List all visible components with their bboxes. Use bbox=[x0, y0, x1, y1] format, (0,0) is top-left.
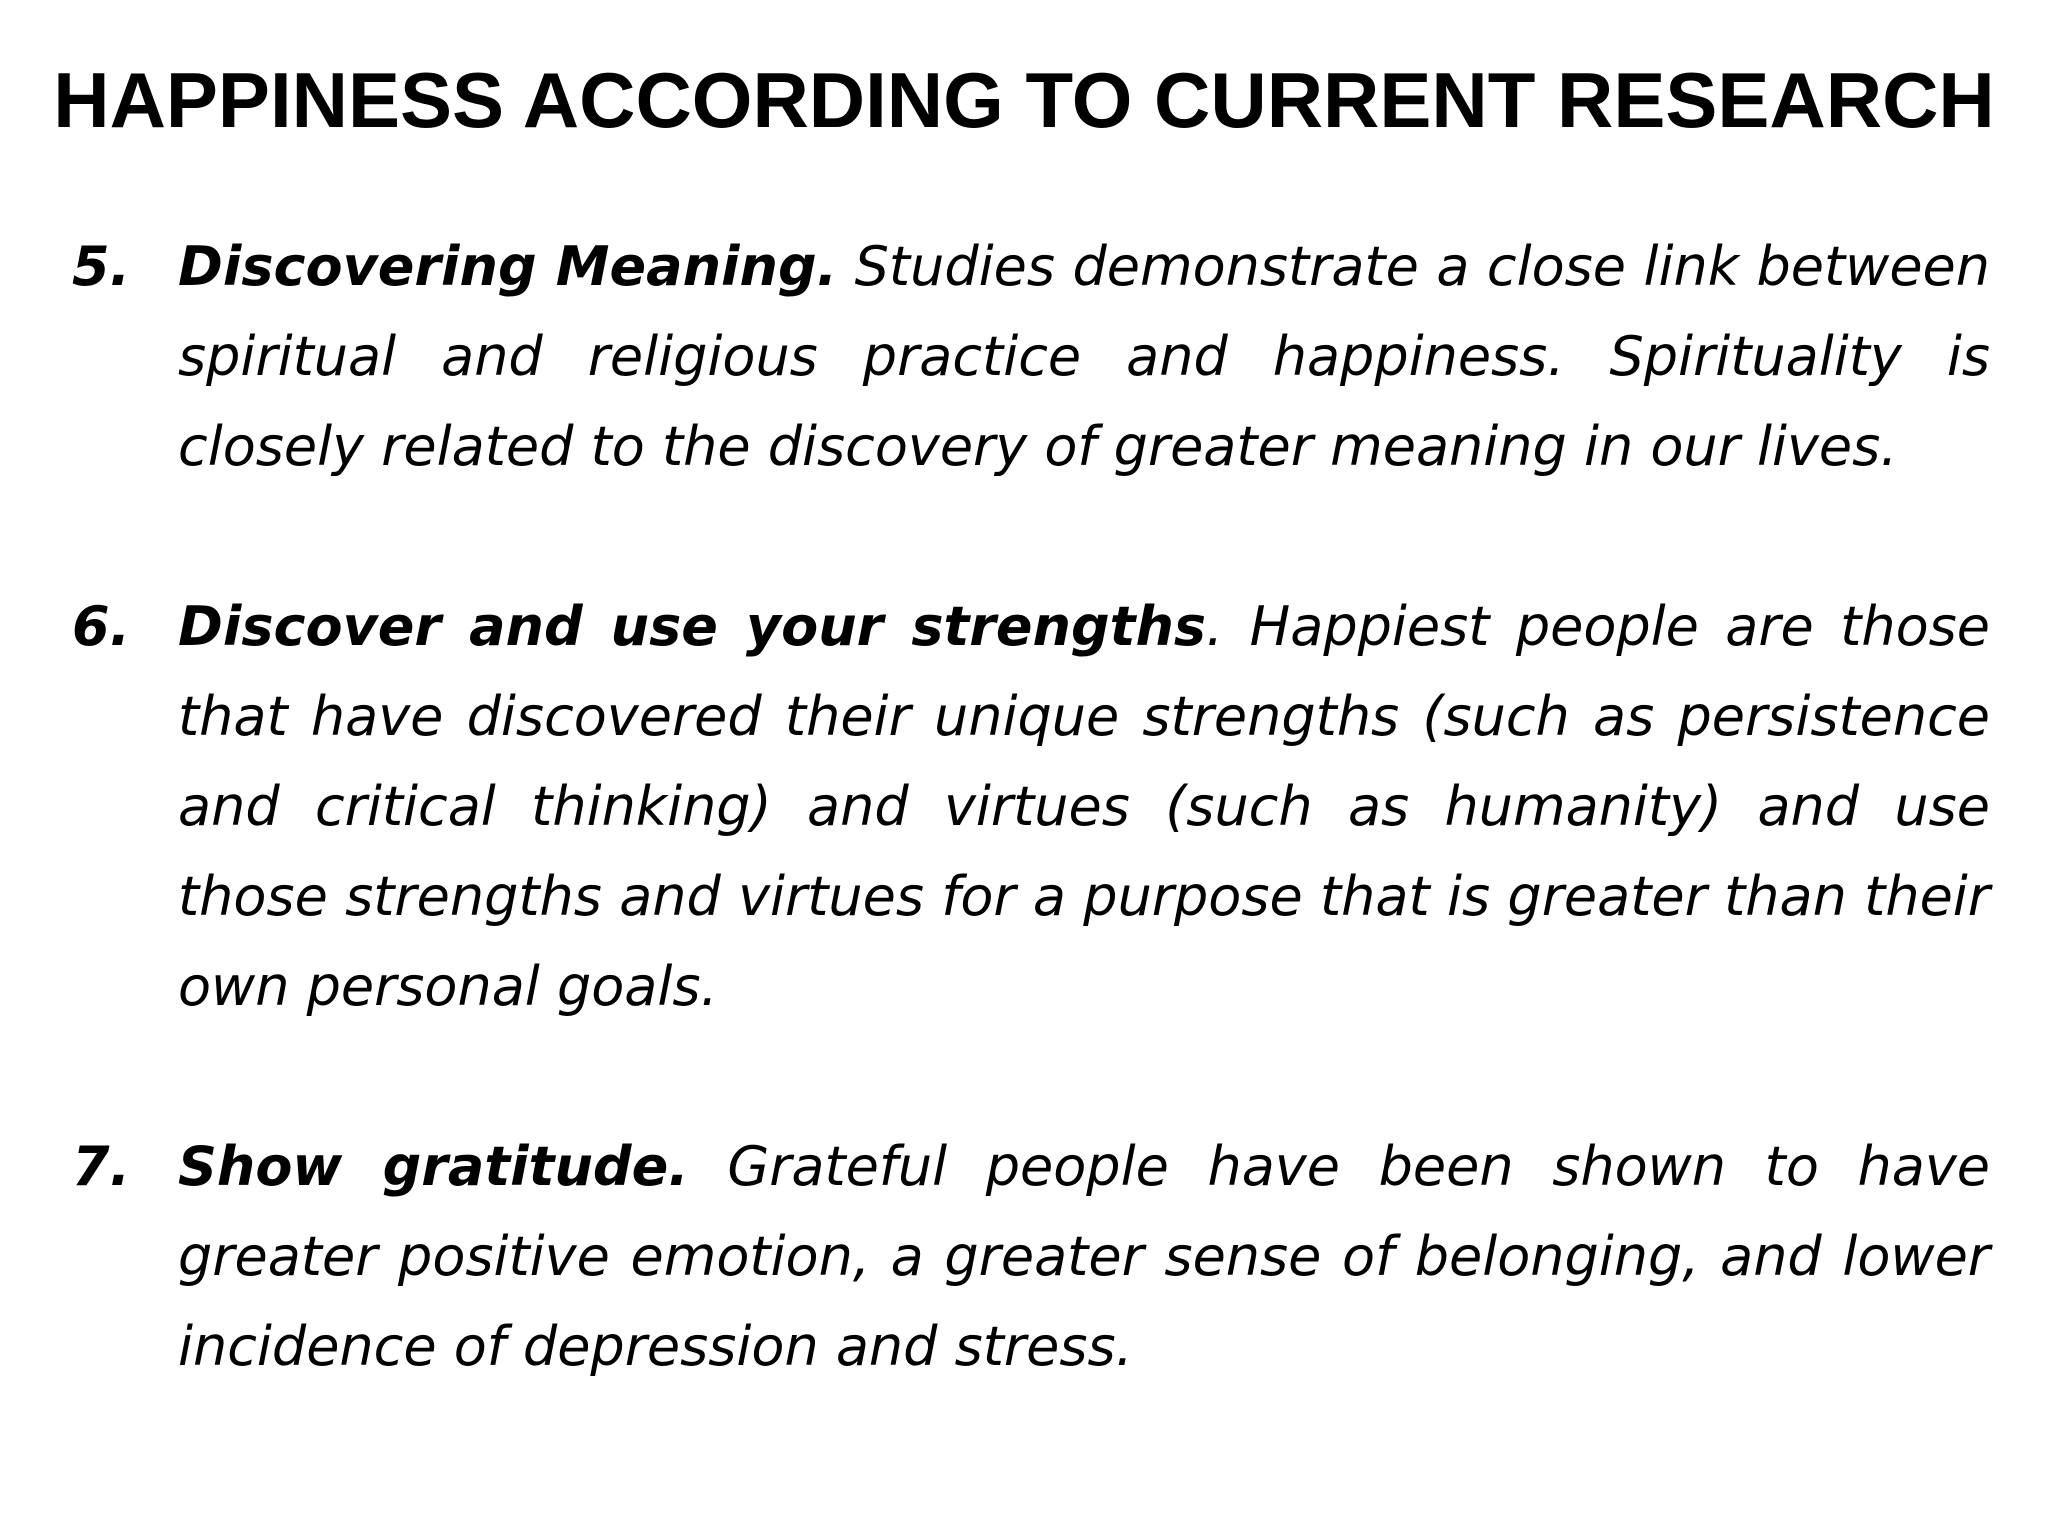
list-item bbox=[72, 1122, 1990, 1392]
item-body: Studies demonstrate a close link between spiritual and religious practice and happiness. Spirituality is closely related to the discovery of greater meaning in our lives. bbox=[178, 235, 1991, 478]
item-heading: Show gratitude. bbox=[178, 1135, 689, 1198]
item-body: Grateful people have been shown to have greater positive emotion, a greater sense of belonging, and lower incidence of depression and stress. bbox=[178, 1135, 1990, 1378]
item-body: . Happiest people are those that have discovered their unique strengths (such as persistence and critical thinking) and virtues (such as humanity) and use those strengths and virtues for a purpose that is greater than their own personal goals. bbox=[178, 595, 1990, 1018]
item-number: 6. bbox=[72, 595, 131, 658]
numbered-list bbox=[72, 222, 1990, 1392]
item-heading: Discover and use your strengths bbox=[178, 595, 1207, 658]
item-number: 7. bbox=[72, 1135, 131, 1198]
slide-title: HAPPINESS ACCORDING TO CURRENT RESEARCH bbox=[53, 56, 1995, 144]
list-item bbox=[72, 222, 1990, 492]
item-number: 5. bbox=[72, 235, 131, 298]
list-item bbox=[72, 582, 1990, 1032]
item-heading: Discovering Meaning. bbox=[178, 235, 838, 298]
